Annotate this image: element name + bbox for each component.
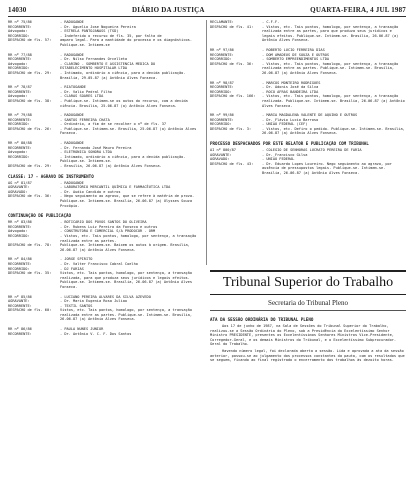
entry-text: - RIATOGANDE [60, 85, 86, 90]
entry-row [8, 71, 204, 80]
entry-text: Vistos, etc. Tais pontos, homologo, por sentença, a transação realizada, para que produza seus jurídicos e legais efeitos. Publique-se. Intimem-se. Brasília, 26.06.87 (a) Antônio Alves Fonseca. [60, 271, 192, 289]
entry-label: AGRAVADO: [210, 157, 230, 162]
entry-text: - DOM AMADEUS DE SOUZA E OUTROS [262, 52, 330, 57]
entry-text: - COLEGIO DE SENHORAS LUCRATO PEREIRA DE FARIA [262, 148, 362, 153]
entry-text: - DJ FARIAS [60, 266, 84, 271]
docket-entry [210, 48, 406, 76]
entry-label: RECORRENTE: [8, 331, 32, 336]
entry-label: RECORRIDO: [8, 154, 30, 159]
entry-text: - ESTRELA PANTOJANASS (TSD) [60, 29, 119, 34]
docket-entry [8, 141, 204, 169]
entry-label: RECORRENTE: [210, 52, 234, 57]
entry-label: Advogado: [8, 150, 28, 155]
entry-text: - CONSTRUTORA E COMERCIAL S/A PRODOCOR - ORM [60, 229, 156, 234]
entry-text: - Dr. Fernando José Mauro Pereira [60, 145, 132, 150]
entry-label: AI nº 800/87 [210, 148, 236, 153]
entry-label: RECORRIDO: [210, 57, 232, 62]
entry-text: - UNIÃO FEDERAL (CEF) [262, 122, 308, 127]
entry-text: - JORGE SPIRITO [60, 257, 93, 262]
page-header [8, 4, 406, 16]
section-heading: CONTINUAÇÃO DE PUBLICAÇÃO [8, 213, 72, 219]
entry-text: - Dr. Flávio Lucio Barroso [262, 117, 319, 122]
entry-text: - Dr. Maria Eugenia Rosa Juliao [60, 299, 128, 304]
header-rule [8, 16, 406, 17]
entry-row [8, 271, 204, 289]
docket-entry [8, 53, 204, 81]
entry-text: - RADOGANDE [60, 141, 84, 146]
tst-title: Tribunal Superior do Trabalho [222, 275, 394, 290]
minutes-paragraph: Havendo número legal, foi declarada aberta a sessão. Lida e aprovada a ata da sessão anterior, passou-se ao julgamento dos processos constantes da pauta, com os resultados que se seguem, ficando ao final registrado o encerramento dos trabalhos às dezoito horas. [210, 348, 405, 363]
entry-row [210, 94, 406, 108]
entry-text: - RADOGANDE [60, 113, 84, 118]
entry-label: Advogado: [8, 94, 28, 99]
entry-label: RECORRENTE: [8, 89, 32, 94]
docket-entry [210, 148, 406, 176]
entry-text: - SOMBERTO EMPREENDIMENTOS LTDA [262, 57, 330, 62]
entry-label: RR nº 78/87 [8, 85, 32, 90]
entry-label: RR nº 83/86 [8, 220, 32, 225]
entry-label: RECORRENTE: [8, 224, 32, 229]
minutes-heading: ATA DA SESSÃO ORDINÁRIA DO TRIBUNAL PLENO [210, 317, 314, 322]
entry-text: - Dr. Audio Candido e outros [60, 189, 121, 194]
entry-label: DESPACHO de fls. 43: [210, 161, 254, 166]
entry-row [210, 127, 406, 136]
entry-row [8, 194, 204, 208]
docket-entry [8, 181, 204, 209]
entry-label: RECORRIDO: [8, 266, 30, 271]
tst-banner [210, 270, 406, 295]
entry-label: RECORRIDO: [210, 122, 232, 127]
docket-entry [210, 81, 406, 109]
entry-text: - ELETRONICA SONORA LTDA [60, 150, 112, 155]
entry-label: RECORRIDO: [8, 66, 30, 71]
entry-label: RECORRIDO: [8, 33, 30, 38]
entry-text: - Dr. Adonis José da Silva [262, 85, 319, 90]
entry-label: RECORRENTE: [8, 303, 32, 308]
entry-row [210, 62, 406, 76]
entry-text: - Indeferido o recurso de fls. 35, por falta de [60, 33, 162, 38]
docket-entry [210, 113, 406, 136]
entry-label: RECORRENTE: [8, 24, 32, 29]
entry-text: ESTABELECIMENTO HOSPITALAR LTDA [60, 66, 128, 71]
entry-label: DESPACHO de fls. 166: [210, 94, 256, 99]
entry-text: - Vistos, etc. Defiro o pedido. Publique-se. Intimem-se. Brasília, 26.06.87 (a) Antônio Alves Fonseca. [262, 126, 405, 136]
entry-label: RR nº 86/86 [8, 327, 32, 332]
section-heading: CLASSE: 17 - AGRAVO DE INSTRUMENTO [8, 173, 94, 179]
entry-text: - Vistos, etc. Tais pontos, homologo, por sentença, a transação realizada entre as partes. Publique-se. Intimem-se. Brasília, 26.06.87 (a) Antônio Alves Fonseca. [262, 61, 399, 75]
right-column [210, 20, 406, 264]
entry-label: RECORRENTE: [8, 261, 32, 266]
docket-entry [210, 20, 406, 43]
entry-label: RECORRENTE: [8, 145, 32, 150]
entry-row [210, 25, 406, 43]
entry-text: - SANTOS FERREIRA CHATA [60, 117, 110, 122]
docket-entry [8, 113, 204, 136]
entry-text: - Dr. Aguelio Jose Nogueira Pereira [60, 24, 136, 29]
entry-label: RECORRENTE: [210, 85, 234, 90]
issue-date: QUARTA-FEIRA, 4 JUL 1987 [310, 6, 406, 14]
entry-text: - TEXTIL SANTOS [60, 303, 93, 308]
entry-label: DESPACHO de fls. 78: [8, 243, 52, 248]
entry-text: - RADOGANDE [60, 52, 84, 57]
entry-label: RR nº 77/88 [8, 52, 32, 57]
entry-label: AGRAVANTE: [210, 152, 232, 157]
entry-label: RR nº 80/88 [8, 141, 32, 146]
entry-label: DESPACHO de fls. 38: [8, 98, 52, 103]
entry-text: amparo legal. Para a mantidade do processo e os diagnósticos. Publique-se. Intimem-se [60, 38, 192, 47]
entry-text: - ROCO AFRAS BANDEIRA LTDA [262, 89, 319, 94]
entry-text: - Vistos, etc. Tais pontos, homologo, por sentença, a transação realizada entre as partes, para que produza seus jurídicos e legais efeitos. Publique-se. Intimem-se. Brasília, 26.06.87 (a) Antônio Alves Fonseca. [262, 24, 399, 43]
entry-label: RR nº 98/87 [210, 80, 234, 85]
entry-label: AG nº 81/87 [8, 180, 32, 185]
tst-subtitle: Secretaria do Tribunal Pleno [268, 299, 348, 307]
entry-label: AGRAVANTE: [8, 185, 30, 190]
entry-text: - UNIÃO FEDERAL [262, 157, 295, 162]
entry-text: - LUCIANO PEREIRA ALVARES DA SILVA AZEVEDO [60, 294, 151, 299]
entry-row [8, 164, 204, 169]
entry-label: RR nº 99/86 [210, 113, 234, 118]
entry-row [210, 162, 406, 176]
entry-row [8, 99, 204, 108]
entry-text: Publique-se. Intimem-se. Baixem os autos à origem. Brasília, 26.06.87 (a) Antônio Alves Fonseca. [60, 243, 190, 252]
entry-row [8, 127, 204, 136]
entry-label: DESPACHO de fls. 60: [8, 308, 52, 313]
entry-label: RECORRIDO: [8, 233, 30, 238]
section-heading: PROCESSO DESPACHADOS POR ESTE RELATOR E PUBLICAÇÃO COM TRIBUNAL [210, 141, 369, 147]
column-divider [206, 20, 207, 265]
entry-text: - Dr. Eduardo Lopes Loureiro. Nego seguimento ao agravo, por ausência de pressupostos legais. Publique-se. Intimem-se. Brasília, 26.06.87 (a) Antônio Alves Fonseca. [262, 161, 392, 176]
entry-label: Advogado: [8, 229, 28, 234]
entry-text: - MARCOS MONTEIRO RODRIGUES [262, 80, 321, 85]
page-number: 14030 [8, 6, 27, 14]
entry-text: - CLARAS SOARES LTDA [60, 94, 104, 99]
entry-text: - RADOGANDE [60, 20, 84, 24]
entry-text: - MARIA MAGDALENA VALENTE DE AQUINO E OUTROS [262, 113, 358, 118]
entry-text: - Intimado, ordinário a ciência, para a devida publicação. Brasília, 29.05.87 (a) Antônio Alves Fonseca. [60, 70, 186, 80]
entry-label: RECORRIDO: [8, 122, 30, 127]
entry-text: - RADOGANDE [60, 180, 84, 185]
minutes-body [210, 324, 406, 363]
entry-text: - CLARINO - SOMBERTO E ASSISTENCIA MEDICA DO [60, 61, 156, 66]
entry-text: - Dr. Antônio V. C. F. Dos Santos [60, 331, 132, 336]
entry-row [8, 308, 204, 322]
entry-label: RR nº 79/88 [8, 113, 32, 118]
session-minutes [210, 314, 406, 496]
entry-label: RECLAMANTE: [210, 20, 234, 24]
entry-label: RR nº 84/86 [8, 257, 32, 262]
entry-label: Advogado: [8, 29, 28, 34]
minutes-paragraph: Aos 17 de junho de 1987, na Sala de Sessões do Tribunal Superior do Trabalho, realizou-se a Sessão Ordinária do Pleno, sob a Presidência do Excelentíssimo Senhor Ministro PRESIDENTE, presentes os Excelentíssimos Senhores Ministros Vice-Presidente, Corregedor-Geral, e os demais Ministros do Tribunal, e o Excelentíssimo Subprocurador-Geral do Trabalho. [210, 324, 397, 347]
entry-label: AGRAVADO: [8, 189, 28, 194]
entry-label: RR nº 75/86 [8, 20, 32, 24]
entry-label: RECORRENTE: [8, 117, 32, 122]
entry-text: Vistos, etc. Tais pontos, homologo, por sentença, a transação realizada entre as partes. Publique-se. Intimem-se. Brasília, 26.06.87 (a) Antônio Alves Fonseca. [60, 308, 192, 322]
entry-text: - Dr. Francisco Gilva [262, 152, 308, 157]
entry-text: - BOTICARIO DOS POVOS SANTOS DO OLIVEIRA [60, 220, 147, 225]
docket-entry [8, 85, 204, 108]
entry-row [8, 155, 204, 164]
entry-text: - Vistos, etc. Tais pontos, homologo, por sentença, a transação realizada entre as partes. [60, 233, 197, 243]
entry-label: DESPACHO de fls. 36: [210, 61, 254, 66]
entry-label: DESPACHO de fls. 29: [8, 70, 52, 75]
docket-entry [8, 327, 204, 336]
entry-label: RECORRENTE: [210, 117, 234, 122]
entry-row [8, 332, 204, 337]
entry-text: - Vistos, etc. Tais pontos, homologo, por sentença, a transação realizada. Publique-se. Intimem-se. Brasília, 26.06.87 (a) Antônio Alves Fonseca. [262, 94, 405, 108]
entry-row [8, 234, 204, 243]
entry-label: DESPACHO de fls. 26: [8, 126, 52, 131]
entry-text: - Nego seguimento ao agravo, que se refere à matéria de prova. Publique-se. Intimem-se. Brasília, 26.06.87 (a) Ulysses Souza Procópio. [60, 194, 195, 208]
entry-row [8, 38, 204, 47]
entry-label: AGRAVANTE: [8, 299, 30, 304]
entry-text: - ROBERTO LUCIO FERREIRA DIAS [262, 47, 325, 52]
entry-text: - Publique-se. Intimem-se os autos do recurso, com a devida ciência. Brasília, 25.06.87 (a) Antônio Alves Fonseca. [60, 98, 188, 108]
entry-text: - Intimado, ordinário a ciência, para a devida publicação. Publique-se. Intimem-se. [60, 154, 186, 164]
docket-entry [8, 257, 204, 289]
entry-text: - PAULA NUNES JUNIOR [60, 327, 104, 332]
entry-text: - C.F.F. [262, 20, 280, 24]
entry-text: - Dr. Valio Pedral Filho [60, 89, 112, 94]
entry-row [8, 243, 204, 252]
entry-label: RECORRENTE: [8, 57, 32, 62]
entry-label: DESPACHO de fls. 3: [210, 126, 252, 131]
entry-label: DESPACHO de fls. 29: [8, 164, 52, 169]
entry-label: DESPACHO de fls. 57: [8, 38, 52, 43]
entry-text: - Dr. Rubens Luiz Pereira da Fonseca e outros [60, 224, 158, 229]
entry-text: - Publique-se. Intimem-se. Brasília, 25.06.87 (a) Antônio Alves Fonseca. [60, 126, 197, 136]
entry-text: - Brasília, 26.06.87 (a) Antônio Alves Fonseca. [60, 164, 162, 169]
left-column [8, 20, 204, 496]
entry-label: RR nº 97/86 [210, 47, 234, 52]
docket-entry [8, 220, 204, 252]
entry-label: DESPACHO de fls. 35: [8, 271, 52, 276]
entry-text: - LABORATÓRIO MERCANTIL QUÍMICA E FARMACÊUTICA LTDA [60, 185, 171, 190]
docket-entry [8, 20, 204, 48]
entry-label: DESPACHO de fls. 41: [210, 24, 254, 29]
entry-text: - Dr. Nilso Fernandes Orcelleta [60, 57, 128, 62]
docket-entry [8, 295, 204, 323]
tst-subtitle-bar [210, 296, 406, 311]
entry-text: - Dr. Valter Francisco Cabral Coelho [60, 261, 138, 266]
journal-title: DIÁRIO DA JUSTIÇA [132, 6, 205, 14]
entry-label: RECORRIDO: [210, 89, 232, 94]
entry-label: Advogado: [8, 61, 28, 66]
entry-label: RR nº 85/86 [8, 294, 32, 299]
entry-label: DESPACHO de fls. 36: [8, 194, 52, 199]
entry-text: - Ordinário, a fim de se recolher o nº de fls. 37 [60, 122, 167, 127]
